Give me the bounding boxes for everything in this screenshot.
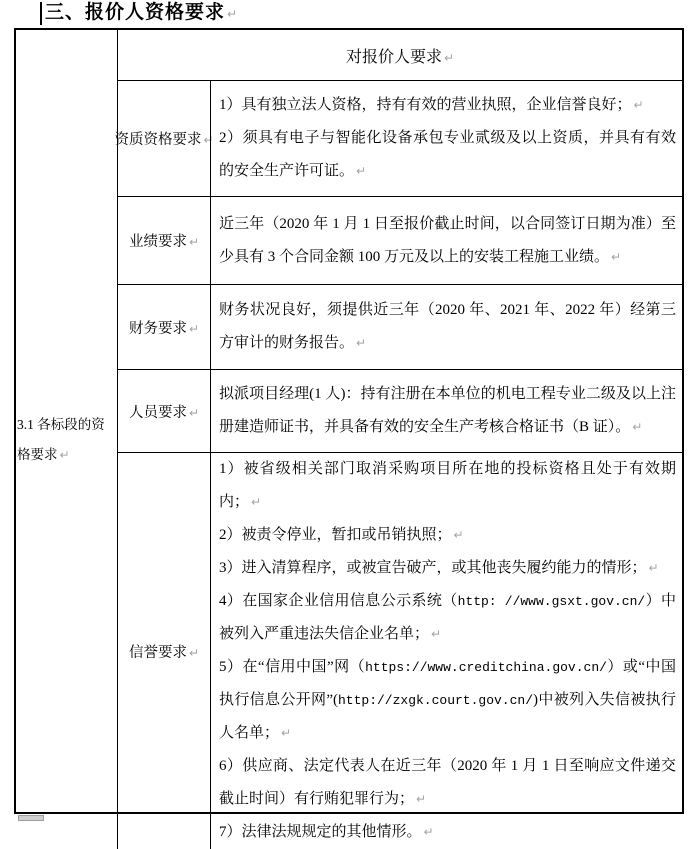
requirement-paragraph: 7）法律法规规定的其他情形。 ↵ [219, 824, 434, 840]
paragraph-mark-icon: ↵ [356, 336, 367, 350]
paragraph-mark-icon: ↵ [188, 645, 200, 660]
row-label-text: 资质资格要求 ↵ [114, 132, 214, 148]
row-label-cell [117, 452, 210, 849]
page-title [45, 0, 237, 27]
paragraph-mark-icon: ↵ [203, 133, 214, 147]
qualification-requirements-table [14, 28, 684, 840]
paragraph-mark-icon: ↵ [227, 7, 238, 21]
table-header-text: 对报价人要求 ↵ [345, 48, 455, 66]
row-label-text: 财务要求 ↵ [128, 320, 200, 337]
paragraph-mark-icon: ↵ [632, 420, 643, 434]
table-header-cell [117, 30, 682, 80]
requirement-paragraph: 2）须具有电子与智能化设备承包专业贰级及以上资质，并具有有效的安全生产许可证。 ↵ [219, 130, 676, 179]
paragraph-mark-icon: ↵ [188, 405, 200, 420]
requirement-paragraph: 4）在国家企业信用信息公示系统（http: //www.gsxt.gov.cn/）中被列入严重违法失信企业名单； ↵ [219, 593, 676, 642]
paragraph-mark-icon: ↵ [453, 528, 464, 542]
paragraph-mark-icon: ↵ [443, 50, 455, 65]
row-content-cell [210, 369, 682, 452]
requirement-paragraph: 2）被责令停业，暂扣或吊销执照； ↵ [219, 527, 464, 543]
row-content-cell [210, 284, 682, 369]
page-title-text: 三、报价人资格要求 [45, 2, 226, 23]
paragraph-mark-icon: ↵ [251, 495, 262, 509]
requirement-paragraph: 财务状况良好，须提供近三年（2020 年、2021 年、2022 年）经第三方审计的财务报告。 ↵ [219, 302, 676, 351]
page-bottom-artifact [18, 815, 44, 821]
row-label-cell [117, 196, 210, 284]
paragraph-mark-icon: ↵ [431, 627, 442, 641]
paragraph-mark-icon: ↵ [59, 447, 70, 462]
row-label-cell [117, 369, 210, 452]
requirement-paragraph: 6）供应商、法定代表人在近三年（2020 年 1 月 1 日至响应文件递交截止时间）有行贿犯罪行为； ↵ [219, 758, 676, 807]
row-label-cell [117, 284, 210, 369]
row-label-text: 信誉要求 ↵ [128, 644, 200, 661]
paragraph-mark-icon: ↵ [356, 164, 367, 178]
section-label-text: 3.1 各标段的资格要求 ↵ [17, 416, 105, 462]
requirement-paragraph: 拟派项目经理(1 人)：持有注册在本单位的机电工程专业二级及以上注册建造师证书，并具备有效的安全生产考核合格证书（B 证）。 ↵ [219, 386, 676, 435]
row-label-text: 人员要求 ↵ [128, 404, 200, 421]
requirement-paragraph: 1）被省级相关部门取消采购项目所在地的投标资格且处于有效期内； ↵ [219, 461, 676, 510]
requirement-paragraph: 1）具有独立法人资格，持有有效的营业执照，企业信誉良好； ↵ [219, 97, 644, 113]
row-content-cell [210, 452, 682, 849]
table-cell-section-label [16, 30, 117, 849]
paragraph-mark-icon: ↵ [281, 726, 292, 740]
row-content-cell [210, 80, 682, 196]
row-label-cell [114, 80, 214, 196]
title-left-border-mark [40, 2, 42, 25]
paragraph-mark-icon: ↵ [423, 825, 434, 839]
paragraph-mark-icon: ↵ [633, 98, 644, 112]
paragraph-mark-icon: ↵ [188, 321, 200, 336]
requirement-paragraph: 5）在“信用中国”网（https://www.creditchina.gov.cn/）或“中国执行信息公开网”(http://zxgk.court.gov.cn/)中被列入失信被执行人名单； ↵ [219, 659, 677, 741]
paragraph-mark-icon: ↵ [188, 235, 200, 249]
paragraph-mark-icon: ↵ [648, 561, 659, 575]
paragraph-mark-icon: ↵ [611, 249, 622, 264]
paragraph-mark-icon: ↵ [416, 792, 427, 806]
requirement-paragraph: 近三年（2020 年 1 月 1 日至报价截止时间，以合同签订日期为准）至少具有 3 个合同金额 100 万元及以上的安装工程施工业绩。 ↵ [219, 215, 676, 265]
row-label-text: 业绩要求 ↵ [128, 234, 200, 250]
requirement-paragraph: 3）进入清算程序，或被宣告破产，或其他丧失履约能力的情形； ↵ [219, 560, 659, 576]
row-content-cell [210, 196, 682, 284]
